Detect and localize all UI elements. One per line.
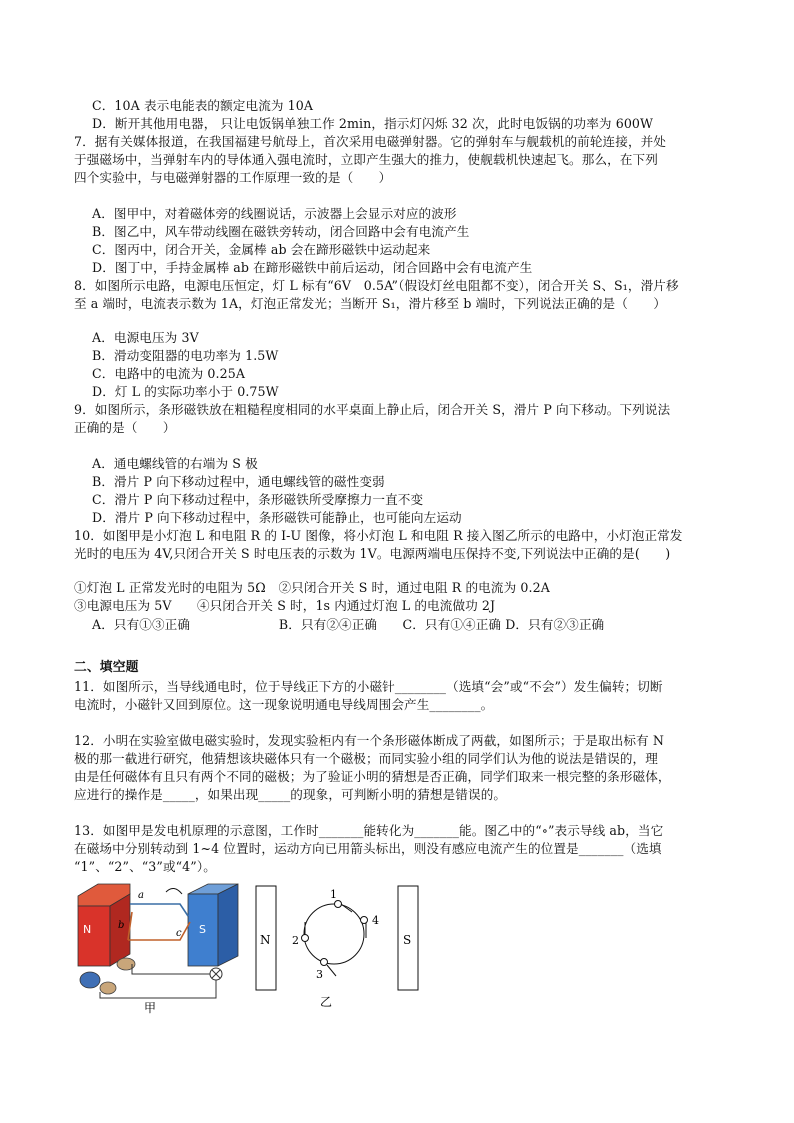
q10-statements-1: ①灯泡 L 正常发光时的电阻为 5Ω ②只闭合开关 S 时，通过电阻 R 的电流为 0.2A (74, 580, 550, 595)
q8-option-d: D．灯 L 的实际功率小于 0.75W (92, 384, 279, 399)
figure-yi-positions (250, 880, 430, 1015)
q6-option-d: D．断开其他用电器， 只让电饭锅单独工作 2min，指示灯闪烁 32 次，此时电饭锅的功率为 600W (92, 116, 654, 131)
rotation-arrow-icon (166, 888, 182, 894)
position-3-marker (321, 959, 328, 966)
label-a: a (138, 890, 144, 901)
q8-option-c: C．电路中的电流为 0.25A (92, 366, 246, 381)
n-label: N (83, 923, 92, 936)
q7-stem-3: 四个实验中，与电磁弹射器的工作原理一致的是（ ） (74, 170, 392, 185)
position-2-marker (302, 935, 309, 942)
position-1-label: 1 (330, 888, 337, 901)
q10-options: A．只有①③正确 B．只有②④正确 C．只有①④正确 D．只有②③正确 (92, 617, 605, 632)
q13-stem-1: 13．如图甲是发电机原理的示意图，工作时_______能转化为_______能。图乙中的“∘”表示导线 ab，当它 (74, 823, 664, 838)
q10-stem-1: 10．如图甲是小灯泡 L 和电阻 R 的 I-U 图像，将小灯泡 L 和电阻 R 接入图乙所示的电路中，小灯泡正常发 (74, 528, 683, 543)
q13-stem-2: 在磁场中分别转动到 1~4 位置时，运动方向已用箭头标出，则没有感应电流产生的位置是_______（选填 (74, 841, 662, 856)
q9-stem-1: 9．如图所示，条形磁铁放在粗糙程度相同的水平桌面上静止后，闭合开关 S，滑片 P 向下移动。下列说法 (74, 402, 671, 417)
brush-1 (80, 972, 100, 988)
q11-stem-2: 电流时，小磁针又回到原位。这一现象说明通电导线周围会产生________。 (74, 697, 494, 712)
q9-option-d: D．滑片 P 向下移动过程中，条形磁铁可能静止，也可能向左运动 (92, 510, 462, 525)
figure-jia-caption: 甲 (144, 1001, 157, 1015)
s-label: S (199, 923, 206, 936)
label-c: c (176, 928, 182, 939)
external-circuit-wire (100, 980, 216, 998)
slip-ring-2 (100, 982, 116, 994)
position-3-label: 3 (316, 968, 323, 981)
q7-stem-2: 于强磁场中，当弹射车内的导体通入强电流时，立即产生强大的推力，使舰载机快速起飞。那么，在下列 (74, 152, 658, 167)
q7-option-c: C．图丙中，闭合开关，金属棒 ab 会在蹄形磁铁中运动起来 (92, 242, 431, 257)
q11-stem-1: 11．如图所示，当导线通电时，位于导线正下方的小磁针________（选填“会”或“不会”）发生偏转；切断 (74, 679, 663, 694)
n-pole-label: N (260, 933, 271, 947)
coil-wire-top (130, 904, 188, 916)
q8-option-b: B．滑动变阻器的电功率为 1.5W (92, 348, 279, 363)
label-b: b (118, 920, 125, 931)
arrow-3-icon (327, 965, 336, 976)
q9-option-b: B．滑片 P 向下移动过程中，通电螺线管的磁性变弱 (92, 474, 385, 489)
q6-option-c: C．10A 表示电能表的额定电流为 10A (92, 98, 314, 113)
rotation-path (304, 904, 364, 964)
q12-stem-4: 应进行的操作是_____，如果出现_____的现象，可判断小明的猜想是错误的。 (74, 787, 507, 802)
q9-stem-2: 正确的是（ ） (74, 420, 176, 435)
q12-stem-1: 12．小明在实验室做电磁实验时，发现实验柜内有一个条形磁体断成了两截，如图所示；于是取出标有 N (74, 733, 664, 748)
arrow-1-icon (341, 904, 352, 912)
q9-option-a: A．通电螺线管的右端为 S 极 (92, 456, 258, 471)
q7-option-d: D．图丁中，手持金属棒 ab 在蹄形磁铁中前后运动，闭合回路中会有电流产生 (92, 260, 533, 275)
q10-stem-2: 光时的电压为 4V,只闭合开关 S 时电压表的示数为 1V。电源两端电压保持不变,下列说法中正确的是( ) (74, 546, 671, 561)
q8-stem-1: 8．如图所示电路，电源电压恒定，灯 L 标有“6V 0.5A”（假设灯丝电阻都不变），闭合开关 S、S₁，滑片移 (74, 278, 679, 293)
position-1-marker (335, 901, 342, 908)
s-pole-label: S (403, 933, 412, 947)
q7-stem-1: 7．据有关媒体报道，在我国福建号航母上，首次采用电磁弹射器。它的弹射车与舰载机的前轮连接，并处 (74, 134, 667, 149)
figure-yi-caption: 乙 (320, 995, 333, 1009)
n-magnet-face (78, 906, 110, 966)
q7-option-a: A．图甲中，对着磁体旁的线圈说话，示波器上会显示对应的波形 (92, 206, 457, 221)
position-4-label: 4 (372, 914, 379, 927)
figure-jia-generator (70, 876, 250, 1016)
q12-stem-2: 极的那一截进行研究，他猜想该块磁体只有一个磁极；而同实验小组的同学们认为他的说法是错误的，理 (74, 751, 658, 766)
s-magnet-side (218, 884, 238, 966)
q8-option-a: A．电源电压为 3V (92, 330, 199, 345)
q9-option-c: C．滑片 P 向下移动过程中，条形磁铁所受摩擦力一直不变 (92, 492, 424, 507)
q8-stem-2: 至 a 端时，电流表示数为 1A，灯泡正常发光；当断开 S₁，滑片移至 b 端时，下列说法正确的是（ ） (74, 296, 667, 311)
q13-stem-3: “1”、“2”、“3”或“4”）。 (74, 859, 216, 874)
q12-stem-3: 由是任何磁体有且只有两个不同的磁极；为了验证小明的猜想是否正确，同学们取来一根完整的条形磁体， (74, 769, 671, 784)
section-heading-fill-in: 二、填空题 (74, 660, 139, 675)
q10-statements-2: ③电源电压为 5V ④只闭合开关 S 时，1s 内通过灯泡 L 的电流做功 2J (74, 598, 496, 613)
position-4-marker (361, 917, 368, 924)
q7-option-b: B．图乙中，风车带动线圈在磁铁旁转动，闭合回路中会有电流产生 (92, 224, 470, 239)
position-2-label: 2 (292, 934, 299, 947)
